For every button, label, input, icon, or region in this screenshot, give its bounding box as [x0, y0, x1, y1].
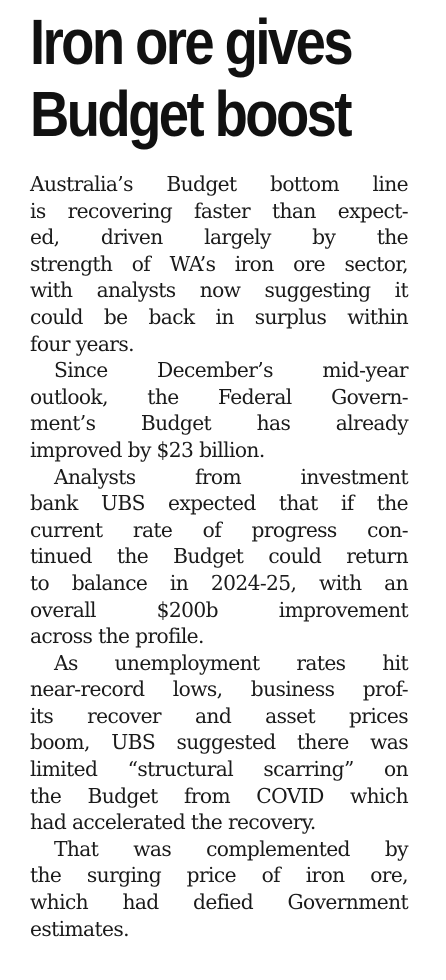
body-line: across the profile.	[30, 624, 204, 649]
headline-line-2: Budget boost	[30, 78, 350, 150]
body-line: Since December’s mid-year	[54, 358, 408, 383]
article-headline	[30, 6, 408, 150]
body-line: outlook, the Federal Govern-	[30, 384, 408, 409]
body-line: near-record lows, business prof-	[30, 677, 408, 702]
body-line: which had defied Government	[30, 890, 408, 915]
news-article	[30, 6, 408, 942]
body-line: Australia’s Budget bottom line	[30, 172, 408, 196]
body-line: limited “structural scarring” on	[30, 757, 408, 782]
body-line: the surging price of iron ore,	[30, 863, 408, 888]
body-line: current rate of progress con-	[30, 517, 408, 542]
body-line: strength of WA’s iron ore sector,	[30, 251, 408, 276]
body-line: overall $200b improvement	[30, 597, 408, 622]
body-line: boom, UBS suggested there was	[30, 730, 408, 755]
paragraph-1	[30, 171, 408, 357]
body-line: Analysts from investment	[54, 464, 408, 489]
headline-line-1: Iron ore gives	[30, 6, 352, 78]
article-body	[30, 171, 408, 942]
body-line: That was complemented by	[54, 836, 408, 861]
body-line: improved by $23 billion.	[30, 437, 265, 462]
body-line: four years.	[30, 331, 134, 356]
paragraph-2	[30, 357, 408, 463]
body-line: tinued the Budget could return	[30, 544, 408, 569]
body-line: to balance in 2024-25, with an	[30, 570, 408, 595]
paragraph-4	[30, 650, 408, 836]
body-line: could be back in surplus within	[30, 304, 408, 329]
body-line: ed, driven largely by the	[30, 225, 408, 250]
paragraph-5	[30, 836, 408, 942]
body-line: is recovering faster than expect-	[30, 198, 408, 223]
body-line: bank UBS expected that if the	[30, 491, 408, 516]
body-line: ment’s Budget has already	[30, 411, 408, 436]
paragraph-3	[30, 464, 408, 650]
body-line: As unemployment rates hit	[54, 650, 408, 675]
body-line: had accelerated the recovery.	[30, 810, 316, 835]
body-line: with analysts now suggesting it	[30, 278, 408, 303]
body-line: its recover and asset prices	[30, 703, 408, 728]
body-line: estimates.	[30, 916, 129, 941]
body-line: the Budget from COVID which	[30, 783, 408, 808]
